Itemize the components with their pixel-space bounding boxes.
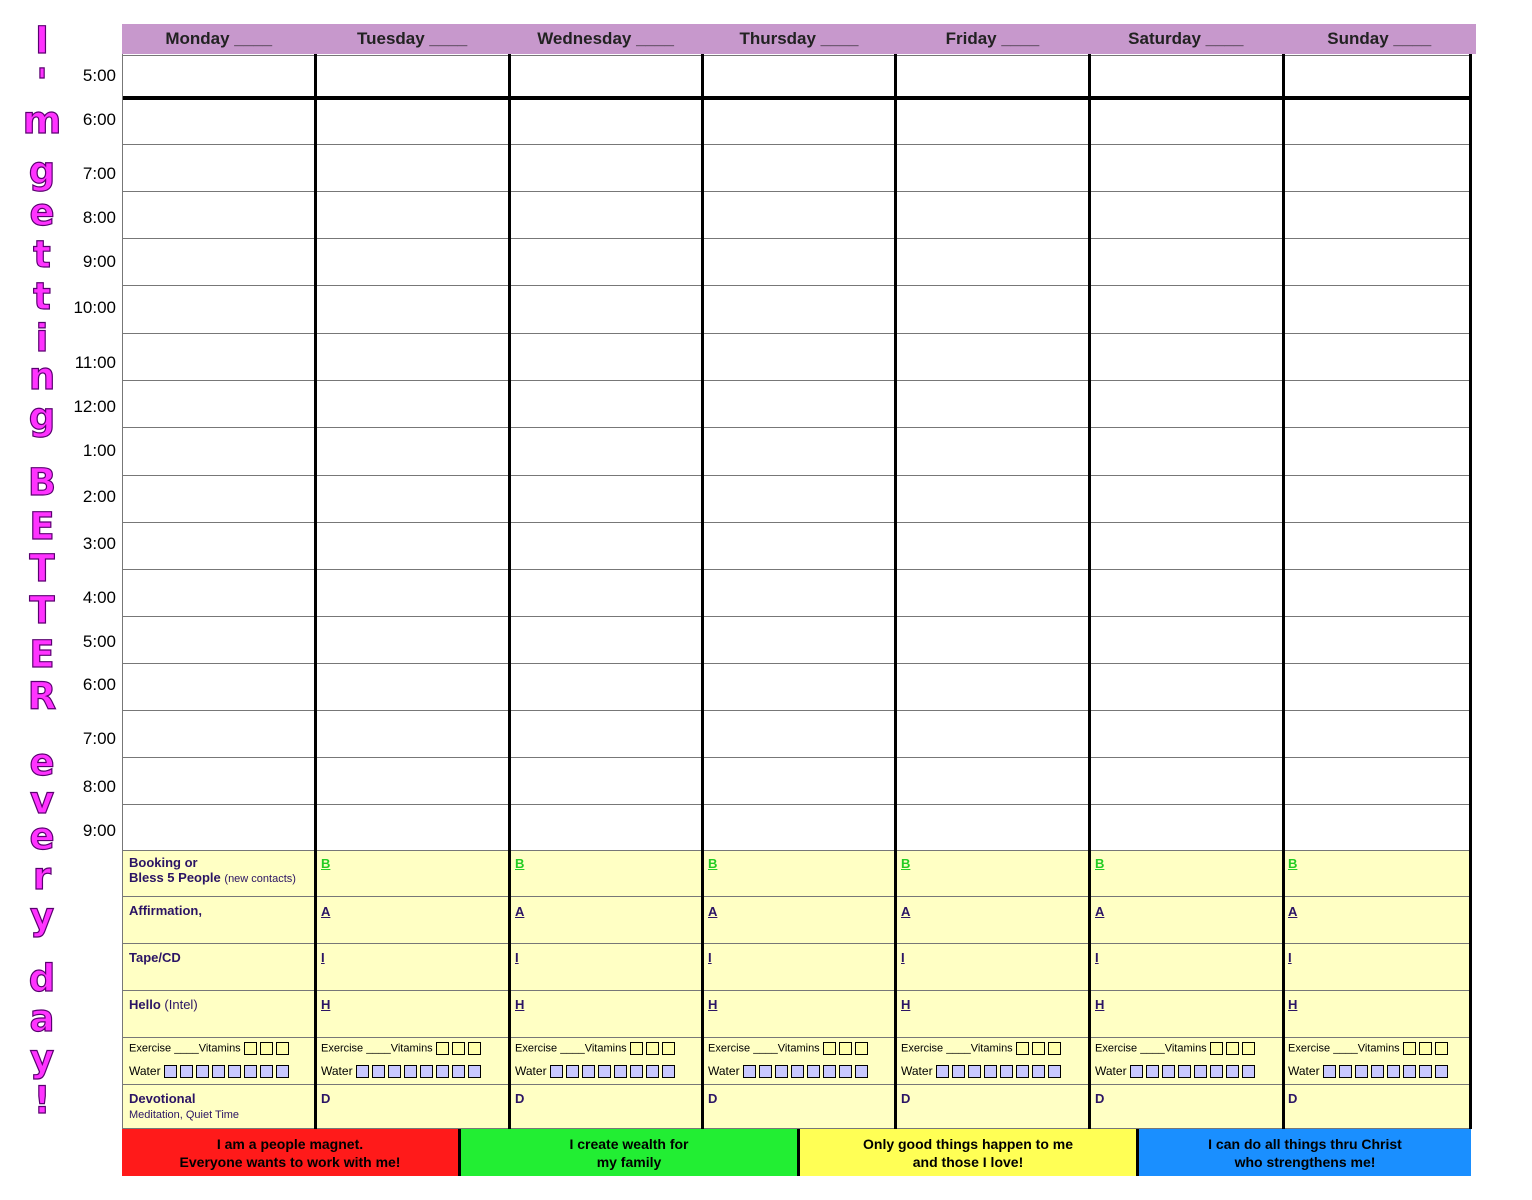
water-checkbox[interactable] [775, 1065, 788, 1078]
day-header: Tuesday ____ [357, 29, 468, 48]
row-line [122, 144, 1471, 145]
tracker-letter: D [321, 1091, 331, 1106]
water-checkbox[interactable] [1000, 1065, 1013, 1078]
vitamin-checkbox[interactable] [276, 1042, 289, 1055]
water-checkbox[interactable] [1403, 1065, 1416, 1078]
exercise-label: Exercise ____Vitamins [1095, 1042, 1207, 1055]
exercise-vitamins-row [708, 1042, 871, 1055]
row-line [122, 55, 1471, 56]
water-checkbox[interactable] [468, 1065, 481, 1078]
day-header: Sunday ____ [1327, 29, 1432, 48]
time-label: 5:00 [82, 66, 116, 85]
day-header-bar [122, 24, 1476, 54]
water-checkbox[interactable] [276, 1065, 289, 1078]
tracker-letter: A [321, 904, 331, 919]
day-header: Wednesday ____ [537, 29, 674, 48]
water-checkbox[interactable] [823, 1065, 836, 1078]
water-checkbox[interactable] [1387, 1065, 1400, 1078]
water-checkbox[interactable] [1323, 1065, 1336, 1078]
water-row [515, 1064, 678, 1078]
water-checkbox[interactable] [1016, 1065, 1029, 1078]
water-checkbox[interactable] [566, 1065, 579, 1078]
vitamin-checkbox[interactable] [1435, 1042, 1448, 1055]
vitamin-checkbox[interactable] [823, 1042, 836, 1055]
affirmation-label [129, 903, 202, 918]
water-checkbox[interactable] [388, 1065, 401, 1078]
row-line [122, 191, 1471, 192]
water-checkbox[interactable] [1435, 1065, 1448, 1078]
water-checkbox[interactable] [550, 1065, 563, 1078]
row-line [122, 757, 1471, 758]
row-line [122, 804, 1471, 805]
tape-label [129, 950, 181, 965]
water-checkbox[interactable] [228, 1065, 241, 1078]
tracker-letter: H [1288, 997, 1298, 1012]
vitamin-checkbox[interactable] [1419, 1042, 1432, 1055]
slogan-letter: g [28, 149, 56, 192]
tracker-letter: I [708, 950, 712, 965]
exercise-vitamins-row [901, 1042, 1064, 1055]
slogan-letter: T [29, 589, 55, 632]
exercise-label: Exercise ____Vitamins [901, 1042, 1013, 1055]
column-line [1088, 54, 1091, 1129]
exercise-label: Exercise ____Vitamins [129, 1042, 241, 1055]
time-label: 9:00 [82, 821, 116, 840]
tracker-letter: A [1095, 904, 1105, 919]
time-label: 11:00 [74, 353, 116, 372]
row-line [122, 427, 1471, 428]
water-checkbox[interactable] [260, 1065, 273, 1078]
tracker-letter: I [515, 950, 519, 965]
slogan-letter: v [29, 779, 55, 822]
affirmation-text: Affirmation, [129, 903, 202, 918]
slogan-letter: d [28, 957, 56, 1000]
tracker-letter: B [1095, 856, 1105, 871]
water-label: Water [901, 1064, 933, 1078]
time-label: 6:00 [82, 110, 116, 129]
exercise-vitamins-row [321, 1042, 484, 1055]
vitamin-checkbox[interactable] [244, 1042, 257, 1055]
row-line [122, 333, 1471, 334]
slogan-letter: e [29, 191, 55, 234]
devotional-text: Devotional [129, 1091, 196, 1106]
water-checkbox[interactable] [1048, 1065, 1061, 1078]
exercise-label: Exercise ____Vitamins [1288, 1042, 1400, 1055]
day-header: Monday ____ [165, 29, 273, 48]
slogan-letter: e [29, 815, 55, 858]
slogan-letter: B [27, 461, 57, 504]
vitamin-checkbox[interactable] [452, 1042, 465, 1055]
exercise-vitamins-row [515, 1042, 678, 1055]
hello-label [129, 997, 198, 1012]
tracker-letter: H [515, 997, 525, 1012]
slogan-letter: T [29, 547, 55, 590]
time-label: 6:00 [82, 675, 116, 694]
time-label: 4:00 [82, 588, 116, 607]
water-checkbox[interactable] [630, 1065, 643, 1078]
slogan-letter: g [28, 395, 56, 438]
water-checkbox[interactable] [1242, 1065, 1255, 1078]
row-line [122, 1084, 1471, 1085]
water-label: Water [515, 1064, 547, 1078]
water-label: Water [1288, 1064, 1320, 1078]
thick-divider [122, 96, 1471, 100]
tracker-letter: A [515, 904, 525, 919]
tracker-letter: B [321, 856, 331, 871]
column-line [894, 54, 897, 1129]
tracker-letter: D [515, 1091, 525, 1106]
water-checkbox[interactable] [404, 1065, 417, 1078]
water-checkbox[interactable] [436, 1065, 449, 1078]
water-checkbox[interactable] [1146, 1065, 1159, 1078]
water-checkbox[interactable] [855, 1065, 868, 1078]
affirmation-block: I am a people magnet. Everyone wants to work with me! [122, 1129, 461, 1176]
column-line [508, 54, 511, 1129]
water-row [1288, 1064, 1451, 1078]
row-line [122, 569, 1471, 570]
vitamin-checkbox[interactable] [662, 1042, 675, 1055]
row-line [122, 710, 1471, 711]
vitamin-checkbox[interactable] [1403, 1042, 1416, 1055]
time-label: 1:00 [82, 441, 116, 460]
row-line [122, 616, 1471, 617]
water-checkbox[interactable] [968, 1065, 981, 1078]
tracker-letter: D [708, 1091, 718, 1106]
water-checkbox[interactable] [1210, 1065, 1223, 1078]
devotional-note: Meditation, Quiet Time [129, 1109, 240, 1121]
tracker-letter: H [708, 997, 718, 1012]
exercise-label: Exercise ____Vitamins [515, 1042, 627, 1055]
time-label: 12:00 [73, 397, 116, 416]
slogan-letter: a [29, 997, 55, 1040]
tracker-letter: H [321, 997, 331, 1012]
slogan-letter: ' [36, 61, 48, 104]
affirmation-block: I create wealth for my family [461, 1129, 800, 1176]
tracker-letter: A [1288, 904, 1298, 919]
affirmation-block: Only good things happen to me and those I love! [800, 1129, 1139, 1176]
slogan-letter: E [29, 505, 55, 548]
tracker-letter: D [1288, 1091, 1298, 1106]
booking-note: (new contacts) [224, 873, 296, 885]
water-row [321, 1064, 484, 1078]
time-label: 7:00 [82, 164, 116, 183]
water-label: Water [708, 1064, 740, 1078]
tracker-letter: D [1095, 1091, 1105, 1106]
time-label: 3:00 [82, 534, 116, 553]
column-line [314, 54, 317, 1129]
vitamin-checkbox[interactable] [1210, 1042, 1223, 1055]
row-line [122, 285, 1471, 286]
water-label: Water [321, 1064, 353, 1078]
hello-text: Hello [129, 997, 161, 1012]
time-label: 2:00 [82, 487, 116, 506]
exercise-label: Exercise ____Vitamins [321, 1042, 433, 1055]
vitamin-checkbox[interactable] [1048, 1042, 1061, 1055]
affirmation-bar [122, 1129, 1471, 1176]
row-line [122, 238, 1471, 239]
slogan-letter: t [33, 233, 51, 276]
devotional-label [129, 1091, 239, 1121]
column-line [1469, 54, 1472, 1129]
water-checkbox[interactable] [356, 1065, 369, 1078]
booking-label-2: Bless 5 People [129, 870, 221, 885]
tracker-letter: H [1095, 997, 1105, 1012]
vitamin-checkbox[interactable] [646, 1042, 659, 1055]
slogan-letter: r [32, 855, 52, 898]
time-label: 8:00 [82, 777, 116, 796]
water-row [1095, 1064, 1258, 1078]
water-checkbox[interactable] [759, 1065, 772, 1078]
time-label: 5:00 [82, 632, 116, 651]
row-line [122, 850, 1471, 851]
water-checkbox[interactable] [1178, 1065, 1191, 1078]
column-line [701, 54, 704, 1129]
tracker-letter: I [1095, 950, 1099, 965]
tracker-letter: A [901, 904, 911, 919]
day-header: Saturday ____ [1128, 29, 1244, 48]
water-checkbox[interactable] [1226, 1065, 1239, 1078]
water-checkbox[interactable] [1371, 1065, 1384, 1078]
tracker-letter: I [321, 950, 325, 965]
column-line [1282, 54, 1285, 1129]
vitamin-checkbox[interactable] [1242, 1042, 1255, 1055]
row-line [122, 943, 1471, 944]
slogan-letter: y [29, 895, 55, 938]
slogan-letter: n [28, 355, 56, 398]
water-label: Water [129, 1064, 161, 1078]
tracker-letter: A [708, 904, 718, 919]
slogan-letter: m [22, 99, 62, 142]
slogan-letter: ! [33, 1079, 51, 1122]
slogan-letter: E [29, 633, 55, 676]
row-line [122, 380, 1471, 381]
vitamin-checkbox[interactable] [630, 1042, 643, 1055]
vitamin-checkbox[interactable] [855, 1042, 868, 1055]
vitamin-checkbox[interactable] [839, 1042, 852, 1055]
vitamin-checkbox[interactable] [1032, 1042, 1045, 1055]
tracker-letter: B [1288, 856, 1298, 871]
exercise-vitamins-row [129, 1042, 292, 1055]
water-checkbox[interactable] [646, 1065, 659, 1078]
water-checkbox[interactable] [164, 1065, 177, 1078]
water-checkbox[interactable] [952, 1065, 965, 1078]
vitamin-checkbox[interactable] [468, 1042, 481, 1055]
tracker-letter: I [901, 950, 905, 965]
tracker-letter: B [901, 856, 911, 871]
water-checkbox[interactable] [614, 1065, 627, 1078]
column-line [122, 54, 123, 1129]
slogan-letter: y [29, 1037, 55, 1080]
slogan-letter: t [33, 275, 51, 318]
water-row [129, 1064, 292, 1078]
exercise-vitamins-row [1288, 1042, 1451, 1055]
slogan-letter: i [35, 317, 49, 360]
water-checkbox[interactable] [1339, 1065, 1352, 1078]
water-checkbox[interactable] [1162, 1065, 1175, 1078]
water-checkbox[interactable] [984, 1065, 997, 1078]
tracker-letter: B [515, 856, 525, 871]
day-header: Thursday ____ [739, 29, 859, 48]
booking-label-1: Booking or [129, 855, 198, 870]
water-checkbox[interactable] [1419, 1065, 1432, 1078]
hello-note: (Intel) [164, 997, 198, 1012]
water-checkbox[interactable] [743, 1065, 756, 1078]
water-checkbox[interactable] [372, 1065, 385, 1078]
water-checkbox[interactable] [662, 1065, 675, 1078]
water-checkbox[interactable] [1130, 1065, 1143, 1078]
row-line [122, 475, 1471, 476]
water-label: Water [1095, 1064, 1127, 1078]
water-checkbox[interactable] [1355, 1065, 1368, 1078]
water-checkbox[interactable] [582, 1065, 595, 1078]
day-header: Friday ____ [945, 29, 1040, 48]
tracker-letter: I [1288, 950, 1292, 965]
water-checkbox[interactable] [936, 1065, 949, 1078]
water-checkbox[interactable] [420, 1065, 433, 1078]
exercise-vitamins-row [1095, 1042, 1258, 1055]
time-label: 8:00 [82, 208, 116, 227]
affirmation-block: I can do all things thru Christ who strengthens me! [1139, 1129, 1471, 1176]
time-label: 10:00 [73, 298, 116, 317]
time-label: 9:00 [82, 252, 116, 271]
row-line [122, 1037, 1471, 1038]
water-checkbox[interactable] [791, 1065, 804, 1078]
water-row [901, 1064, 1064, 1078]
vitamin-checkbox[interactable] [1226, 1042, 1239, 1055]
slogan-letter: R [27, 675, 57, 718]
water-checkbox[interactable] [180, 1065, 193, 1078]
row-line [122, 522, 1471, 523]
water-checkbox[interactable] [839, 1065, 852, 1078]
tape-text: Tape/CD [129, 950, 181, 965]
vitamin-checkbox[interactable] [1016, 1042, 1029, 1055]
slogan-letter: e [29, 741, 55, 784]
exercise-label: Exercise ____Vitamins [708, 1042, 820, 1055]
water-checkbox[interactable] [196, 1065, 209, 1078]
slogan-letter: I [35, 19, 49, 62]
vitamin-checkbox[interactable] [260, 1042, 273, 1055]
row-line [122, 663, 1471, 664]
water-checkbox[interactable] [598, 1065, 611, 1078]
booking-label [129, 855, 296, 885]
tracker-letter: D [901, 1091, 911, 1106]
water-checkbox[interactable] [1194, 1065, 1207, 1078]
water-checkbox[interactable] [212, 1065, 225, 1078]
row-line [122, 896, 1471, 897]
tracker-letter: H [901, 997, 911, 1012]
tracker-letter: B [708, 856, 718, 871]
time-label: 7:00 [82, 729, 116, 748]
water-checkbox[interactable] [807, 1065, 820, 1078]
water-row [708, 1064, 871, 1078]
water-checkbox[interactable] [244, 1065, 257, 1078]
water-checkbox[interactable] [452, 1065, 465, 1078]
row-line [122, 990, 1471, 991]
water-checkbox[interactable] [1032, 1065, 1045, 1078]
schedule-grid [122, 54, 1471, 1129]
vitamin-checkbox[interactable] [436, 1042, 449, 1055]
